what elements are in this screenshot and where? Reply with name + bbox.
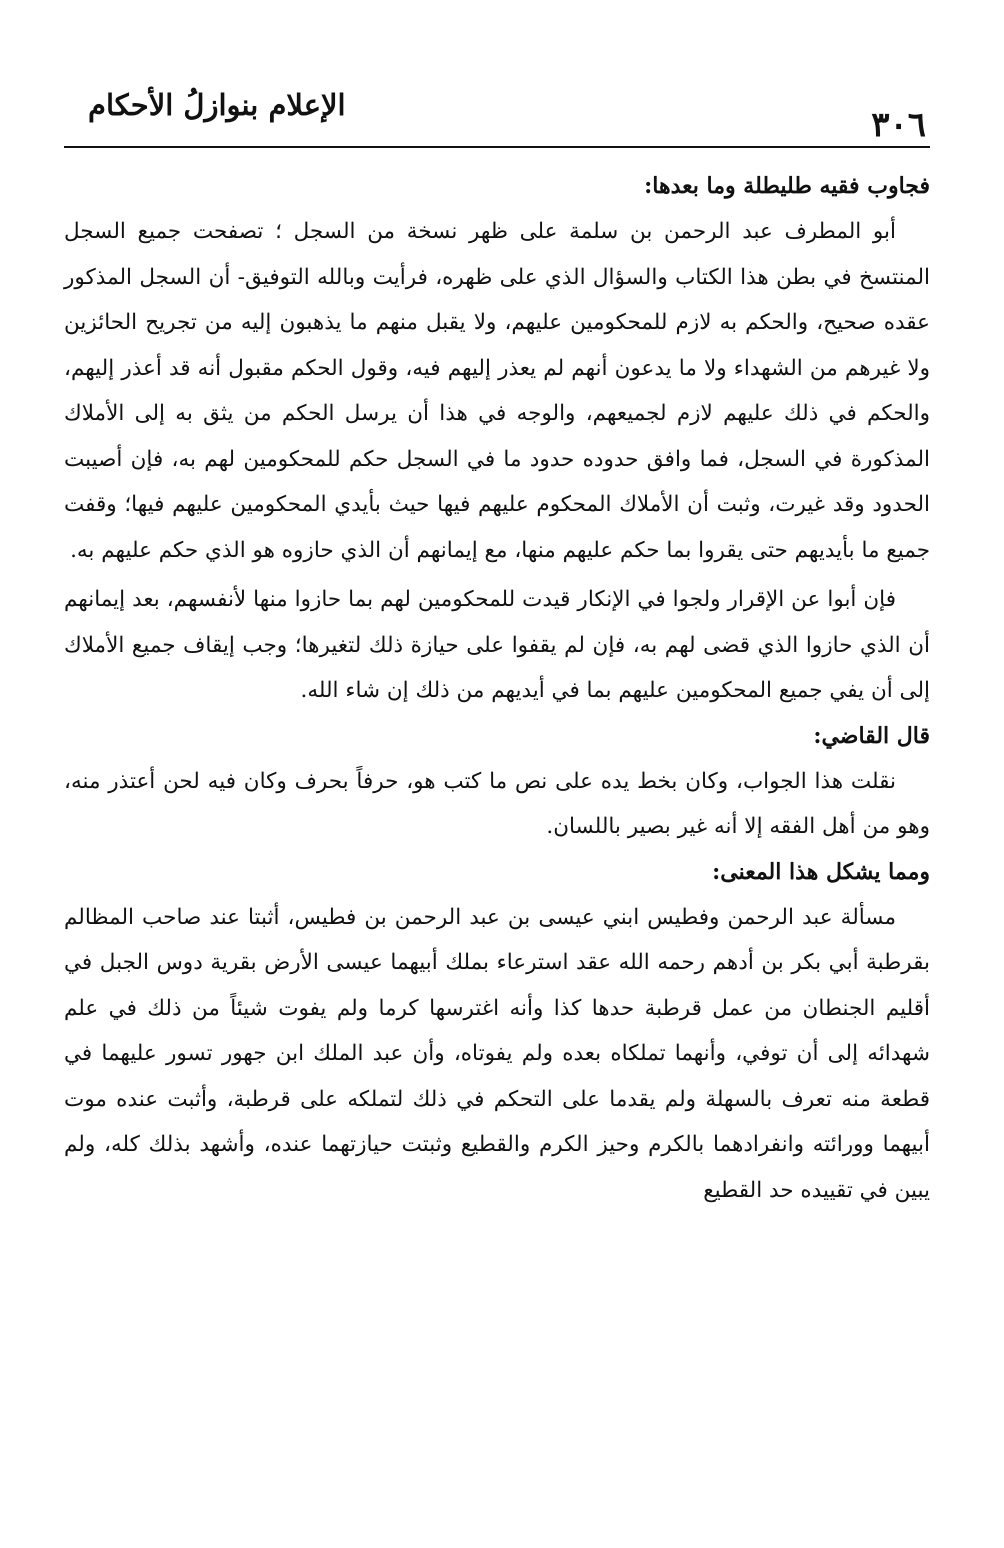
paragraph-refusal-case: فإن أبوا عن الإقرار ولجوا في الإنكار قيدت للمحكومين لهم بما حازوا منها لأنفسهم، بعد إيمانهم أن الذي حازوا الذي قضى لهم به، فإن لم يقفوا على حيازة ذلك لتغيرها؛ وجب إيقاف جميع الأملاك إلى أن يفي جميع المحكومين عليهم بما في أيديهم من ذلك إن شاء الله. — [64, 587, 930, 703]
paragraph-judge-note: نقلت هذا الجواب، وكان بخط يده على نص ما كتب هو، حرفاً بحرف وكان فيه لحن أعتذر منه، وهو من أهل الفقه إلا أنه غير بصير باللسان. — [64, 768, 930, 839]
book-page — [64, 78, 930, 1213]
section-heading-similar-issue: ومما يشكل هذا المعنى: — [712, 858, 930, 885]
section-heading-toledo-jurist: فجاوب فقيه طليطلة وما بعدها: — [644, 173, 930, 199]
page-body — [64, 164, 930, 1213]
section-heading-judge: قال القاضي: — [813, 722, 930, 749]
book-title: الإعلام بنوازلُ الأحكام — [88, 88, 346, 122]
running-header — [64, 78, 930, 148]
page-number: ٣٠٦ — [871, 105, 926, 145]
paragraph-case-abd-al-rahman: مسألة عبد الرحمن وفطيس ابني عيسى بن عبد الرحمن بن فطيس، أثبتا عند صاحب المظالم بقرطبة أبي بكر بن أدهم رحمه الله عقد استرعاء بملك أبيهما عيسى الأرض بقرية دوس الجبل في أقليم الجنطان من عمل قرطبة حدها كذا وأنه اغترسها كرما ولم يفوت شيئاً من ذلك في علم شهدائه إلى أن توفي، وأنهما تملكاه بعده ولم يفوتاه، وأن عبد الملك ابن جهور تسور عليهما في قطعة منه تعرف بالسهلة ولم يقدما على التحكم في ذلك لتملكه على قرطبة، وأثبت عنده موت أبيهما وورائته وانفرادهما بالكرم وحيز الكرم والقطيع وثبتت حيازتهما عنده، وأشهد بذلك كله، ولم يبين في تقييده حد القطيع — [64, 904, 930, 1203]
paragraph-fatwa-answer: أبو المطرف عبد الرحمن بن سلمة على ظهر نسخة من السجل ؛ تصفحت جميع السجل المنتسخ في بطن هذا الكتاب والسؤال الذي على ظهره، فرأيت وبالله التوفيق- أن السجل المذكور عقده صحيح، والحكم به لازم للمحكومين عليهم، ولا يقبل منهم ما يذهبون إليه من تجريح الحائزين ولا غيرهم من الشهداء ولا ما يدعون أنهم لم يعذر إليهم فيه، وقول الحكم مقبول أنه قد أعذر إليهم، والحكم في ذلك عليهم لازم لجميعهم، والوجه في هذا أن يرسل الحكم من يثق به إلى الأملاك المذكورة في السجل، فما وافق حدوده حدود ما في السجل حكم للمحكومين لهم به، فإن أصيبت الحدود وقد غيرت، وثبت أن الأملاك المحكوم عليهم فيها حيث بأيدي المحكومين عليهم فيها؛ وقفت جميع ما بأيديهم حتى يقروا بما حكم عليهم منها، مع إيمانهم أن الذي حازوه هو الذي حكم عليهم به. — [64, 219, 930, 563]
